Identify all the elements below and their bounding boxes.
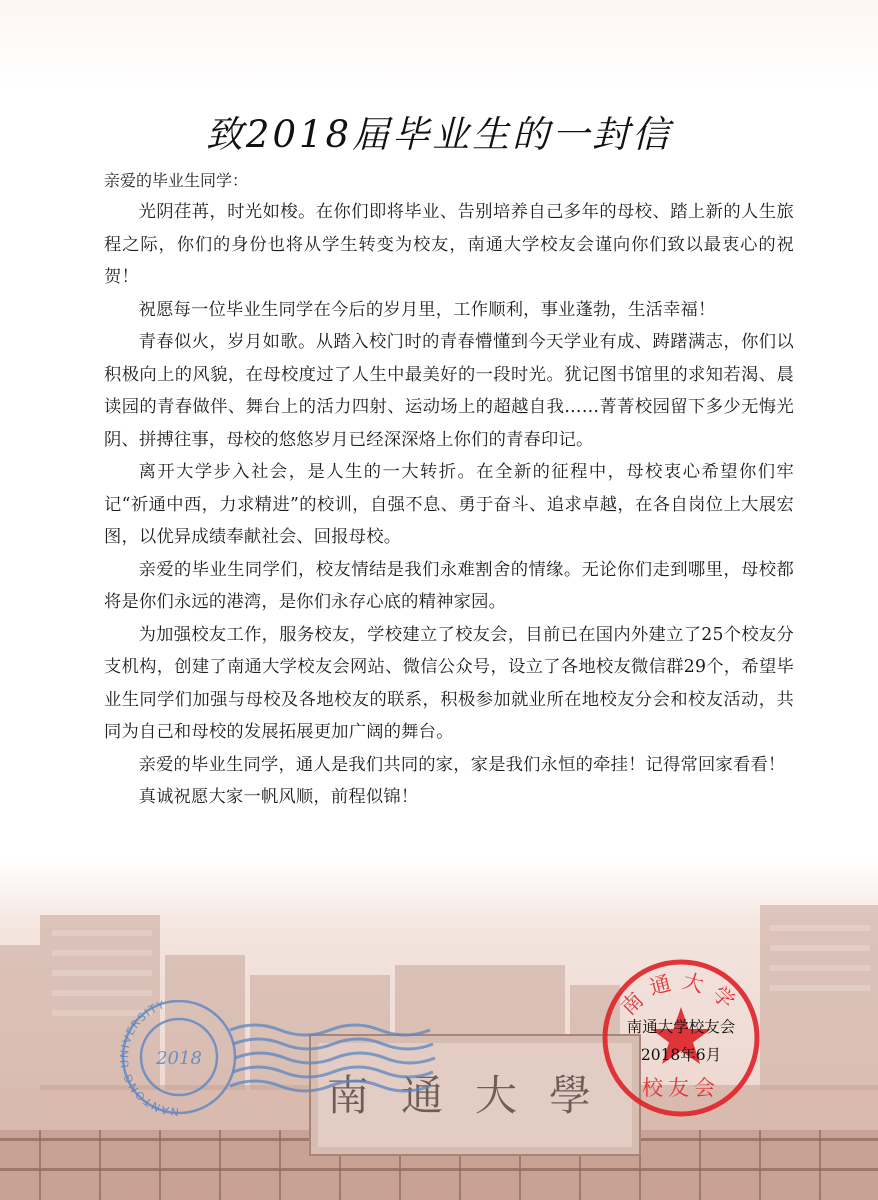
paragraph: 离开大学步入社会，是人生的一大转折。在全新的征程中，母校衷心希望你们牢记“祈通中西，力求精进”的校训，自强不息、勇于奋斗、追求卓越，在各自岗位上大展宏图，以优异成绩奉献社会、回报母校。	[104, 462, 794, 547]
seal-top-text: 南通大学	[616, 968, 746, 1020]
seal-bottom-text: 校友会	[642, 1076, 720, 1100]
paragraph: 祝愿每一位毕业生同学在今后的岁月里，工作顺利，事业蓬勃，生活幸福！	[138, 299, 716, 320]
paragraph: 真诚祝愿大家一帆风顺，前程似锦！	[138, 787, 419, 807]
salutation: 亲爱的毕业生同学：	[104, 171, 249, 190]
gate-sign: 南通大學	[326, 1071, 624, 1120]
signature-date: 2018年6月	[640, 1046, 722, 1064]
signature-organization: 南通大学校友会	[626, 1018, 736, 1036]
page-title: 致2018届毕业生的一封信	[205, 113, 673, 156]
paragraph: 光阴荏苒，时光如梭。在你们即将毕业、告别培养自己多年的母校、踏上新的人生旅程之际，你们的身份也将从学生转变为校友，南通大学校友会谨向你们致以最衷心的祝贺！	[104, 202, 794, 287]
postmark-year: 2018	[156, 1048, 202, 1069]
paragraph: 为加强校友工作，服务校友，学校建立了校友会，目前已在国内外建立了25个校友分支机构，创建了南通大学校友会网站、微信公众号，设立了各地校友微信群29个，希望毕业生同学们加强与母校及各地校友的联系，积极参加就业所在地校友分会和校友活动，共同为自己和母校的发展拓展更加广阔的舞台。	[104, 624, 794, 742]
paragraph: 亲爱的毕业生同学们，校友情结是我们永难割舍的情缘。无论你们走到哪里，母校都将是你们永远的港湾，是你们永存心底的精神家园。	[104, 559, 794, 612]
postmark-ring-text: NANTONG UNIVERSITY	[118, 1000, 180, 1119]
letter-body	[104, 166, 794, 814]
paragraph: 亲爱的毕业生同学，通人是我们共同的家，家是我们永恒的牵挂！记得常回家看看！	[138, 754, 786, 775]
paragraph: 青春似火，岁月如歌。从踏入校门时的青春懵懂到今天学业有成、踌躇满志，你们以积极向上的风貌，在母校度过了人生中最美好的一段时光。犹记图书馆里的求知若渴、晨读园的青春做伴、舞台上的活力四射、运动场上的超越自我……菁菁校园留下多少无悔光阴、拼搏往事，母校的悠悠岁月已经深深烙上你们的青春印记。	[104, 332, 794, 450]
official-seal	[598, 955, 764, 1121]
postmark-stamp	[118, 1000, 438, 1120]
